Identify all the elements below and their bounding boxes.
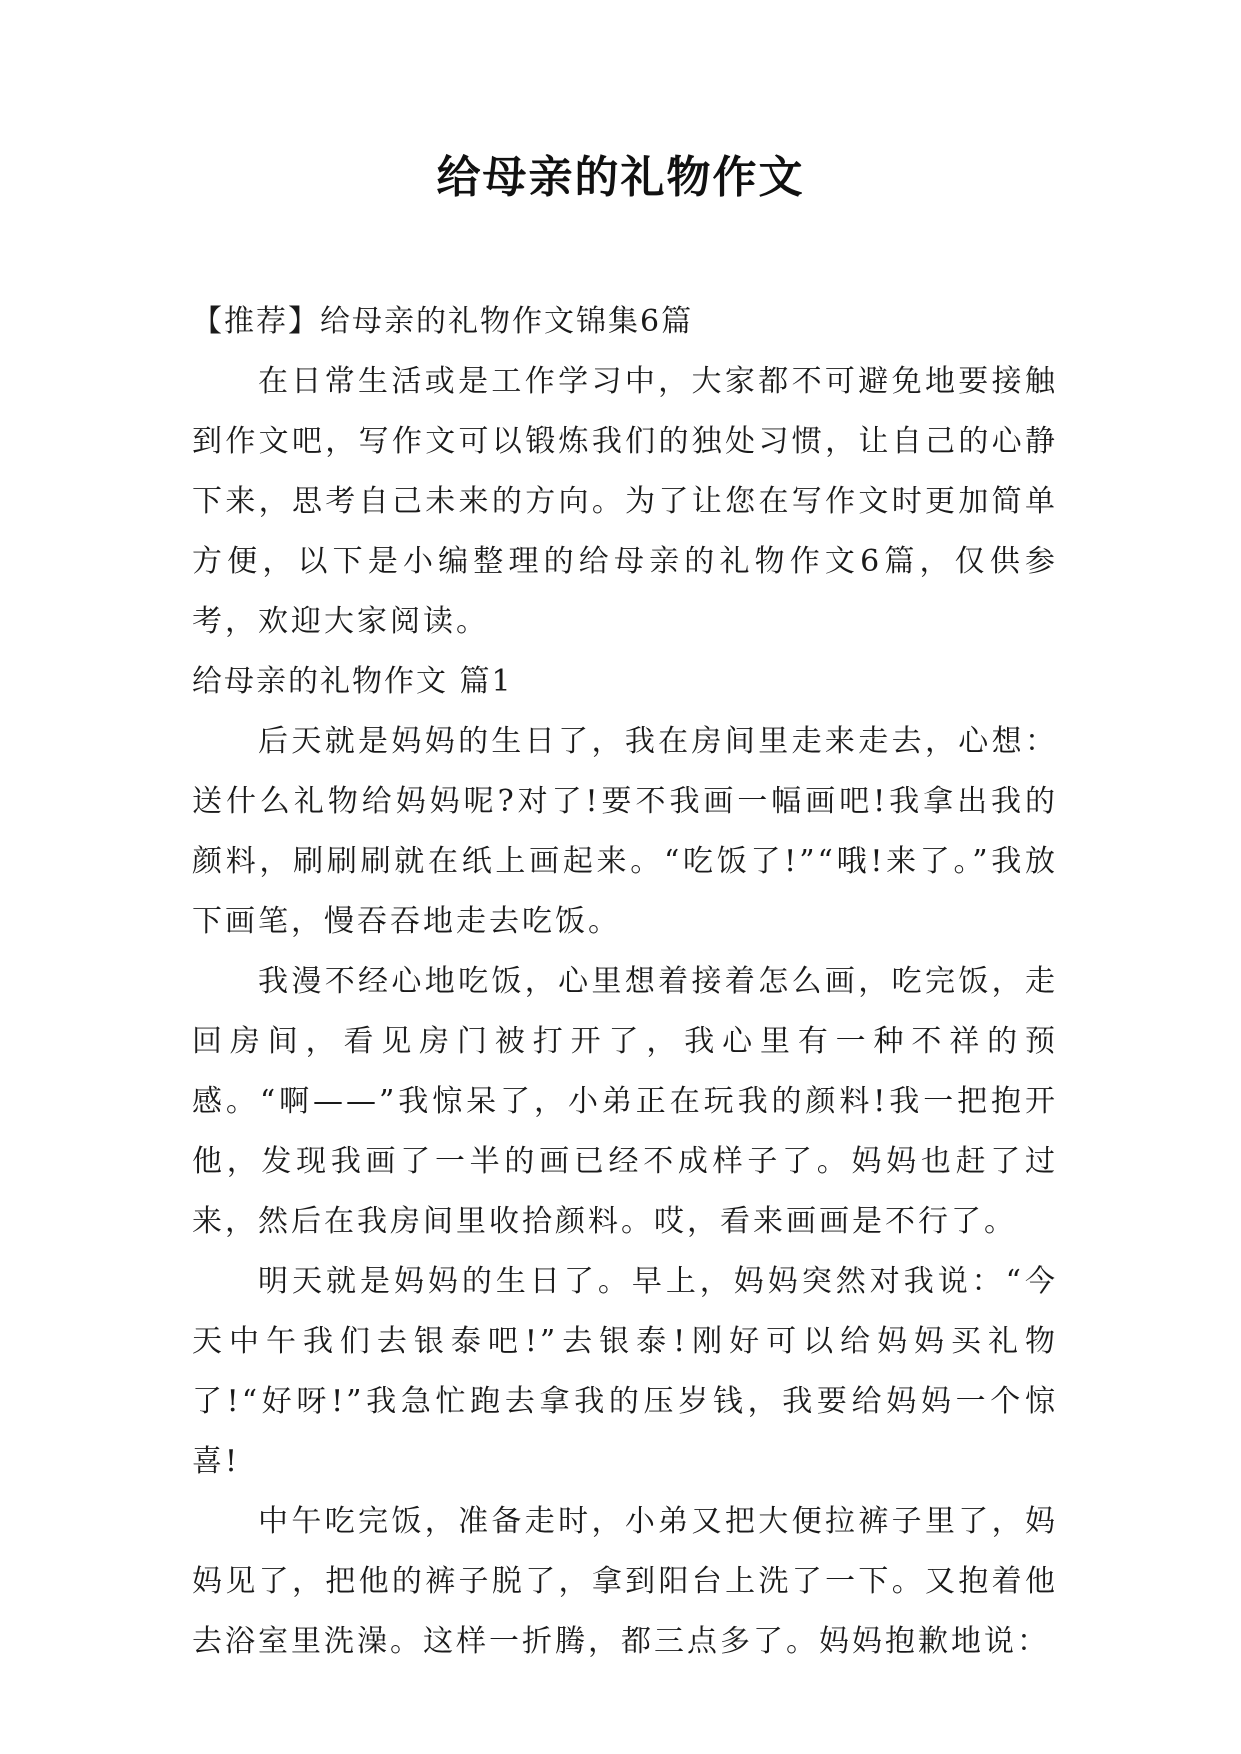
document-subtitle: 【推荐】给母亲的礼物作文锦集6篇 — [192, 304, 694, 339]
document-title: 给母亲的礼物作文 — [436, 152, 805, 203]
body-paragraph: 中午吃完饭，准备走时，小弟又把大便拉裤子里了，妈妈见了，把他的裤子脱了，拿到阳台上洗了一下。又抱着他去浴室里洗澡。这样一折腾，都三点多了。妈妈抱歉地说： — [192, 1504, 1058, 1659]
body-paragraph: 我漫不经心地吃饭，心里想着接着怎么画，吃完饭，走回房间，看见房门被打开了，我心里有一种不祥的预感。“啊——”我惊呆了，小弟正在玩我的颜料!我一把抱开他，发现我画了一半的画已经不成样子了。妈妈也赶了过来，然后在我房间里收拾颜料。哎，看来画画是不行了。 — [192, 964, 1058, 1239]
body-paragraph: 后天就是妈妈的生日了，我在房间里走来走去，心想：送什么礼物给妈妈呢?对了!要不我画一幅画吧!我拿出我的颜料，刷刷刷就在纸上画起来。“吃饭了!”“哦!来了。”我放下画笔，慢吞吞地走去吃饭。 — [192, 724, 1058, 939]
section-heading: 给母亲的礼物作文 篇1 — [192, 664, 513, 699]
intro-paragraph: 在日常生活或是工作学习中，大家都不可避免地要接触到作文吧，写作文可以锻炼我们的独处习惯，让自己的心静下来，思考自己未来的方向。为了让您在写作文时更加简单方便，以下是小编整理的给母亲的礼物作文6篇，仅供参考，欢迎大家阅读。 — [192, 364, 1058, 639]
document-body — [192, 292, 1058, 1672]
body-paragraph: 明天就是妈妈的生日了。早上，妈妈突然对我说：“今天中午我们去银泰吧!”去银泰!刚好可以给妈妈买礼物了!“好呀!”我急忙跑去拿我的压岁钱，我要给妈妈一个惊喜! — [192, 1264, 1058, 1479]
